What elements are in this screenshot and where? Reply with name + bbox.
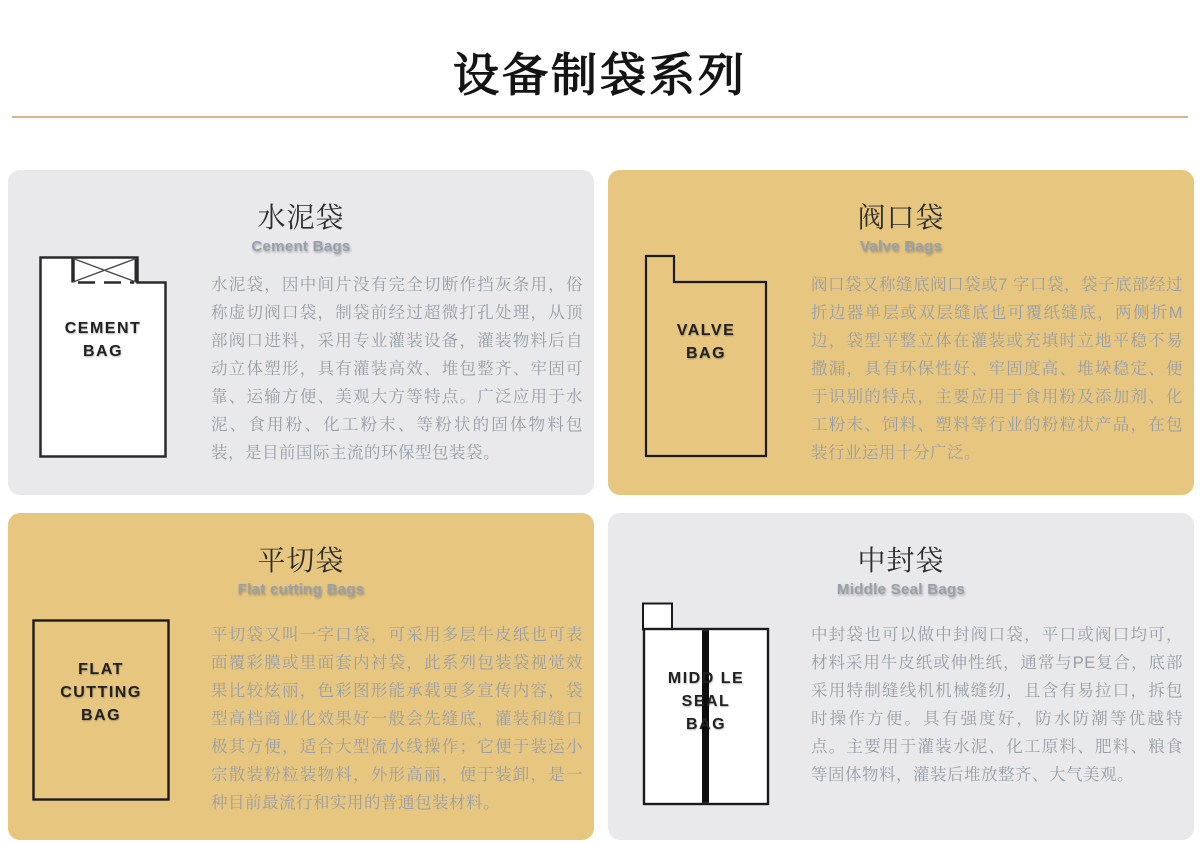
card-title-en: Cement Bags [251,238,351,256]
bag-label-line: BAG [82,343,124,360]
card-title-en: Valve Bags [859,238,943,256]
valve-bag-illustration [643,253,769,459]
bag-label-line: FLAT [78,660,124,678]
card-header [608,170,1194,255]
card-title-zh: 水泥袋 [257,202,345,233]
card-header [8,170,594,255]
bag-label-line: SEAL [681,692,731,710]
bag-label-line: MIDD LE [667,669,745,687]
bag-label-line: CUTTING [60,683,142,701]
card-title-zh: 中封袋 [857,545,945,576]
bag-label [37,254,169,460]
card-description: 水泥袋，因中间片没有完全切断作挡灰条用，俗称虚切阀口袋，制袋前经过超微打孔处理，从顶部阀口进料，采用专业灌装设备，灌装物料后自动立体塑形，具有灌装高效、堆包整齐、牢固可靠、运输方便、美观大方等特点。广泛应用于水泥、食用粉、化工粉末、等粉状的固体物料包装，是目前国际主流的环保型包装袋。 [211,276,583,462]
card-middle-seal-bag [608,513,1194,840]
card-description: 中封袋也可以做中封阀口袋，平口或阀口均可，材料采用牛皮纸或伸性纸，通常与PE复合，底部采用特制缝线机机械缝纫，且含有易拉口，拆包时操作方便。具有强度好，防水防潮等优越特点。主要用于灌装水泥、化工原料、肥料、粮食等固体物料，灌装后堆放整齐、大气美观。 [811,626,1183,784]
flat-cutting-bag-illustration [32,619,170,801]
middle-seal-bag-illustration [641,602,771,806]
card-title-zh: 平切袋 [257,545,345,576]
bag-label [641,602,771,806]
card-valve-bag [608,170,1194,495]
card-cement-bag [8,170,594,495]
card-description: 阀口袋又称缝底阀口袋或7 字口袋，袋子底部经过折边器单层或双层缝底也可覆纸缝底，两侧折M边，袋型平整立体在灌装或充填时立地平稳不易撒漏，具有环保性好、牢固度高、堆垛稳定、便于识别的特点，主要应用于食用粉及添加剂、化工粉末、饲料、塑料等行业的粉粒状产品，在包装行业运用十分广泛。 [811,276,1183,462]
bag-label-line: VALVE [676,322,736,339]
card-description: 平切袋又叫一字口袋，可采用多层牛皮纸也可表面覆彩膜或里面套内衬袋，此系列包装袋视觉效果比较炫丽，色彩图形能承载更多宣传内容，袋型高档商业化效果好一般会先缝底，灌装和缝口极其方便，适合大型流水线操作；它便于装运小宗散装粉粒装物料，外形高丽，便于装卸，是一种目前最流行和实用的普通包装材料。 [211,626,583,812]
bag-label-line: BAG [80,706,122,724]
card-title-zh: 阀口袋 [857,202,945,233]
bag-label-line: CEMENT [64,320,142,337]
page-title: 设备制袋系列 [453,49,747,101]
bag-label [32,619,170,801]
card-title-en: Middle Seal Bags [836,581,966,599]
card-header [608,513,1194,598]
bag-label-line: BAG [685,345,727,362]
bag-label-line: BAG [685,715,727,733]
card-flat-cutting-bag [8,513,594,840]
card-header [8,513,594,598]
card-title-en: Flat cutting Bags [237,581,365,599]
cement-bag-illustration [37,254,169,460]
bag-label [643,253,769,459]
